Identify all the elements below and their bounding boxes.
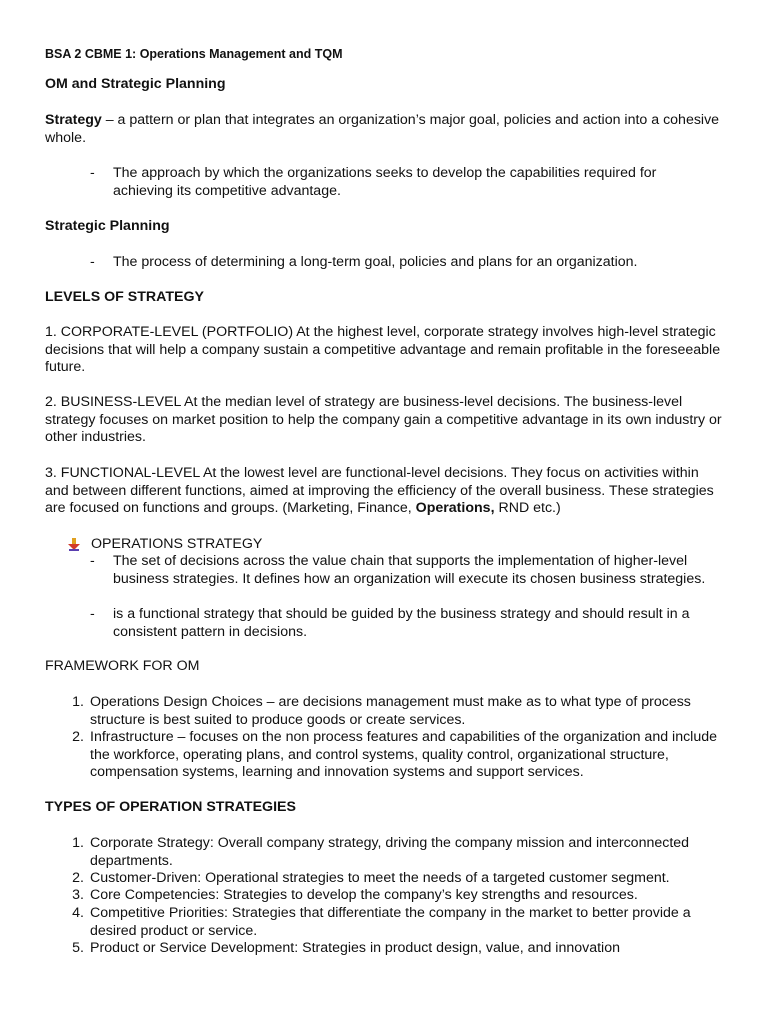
list-item-text: Customer-Driven: Operational strategies to meet the needs of a targeted customer segment. — [90, 870, 670, 886]
functional-level-paragraph — [45, 465, 725, 518]
bullet-text: The set of decisions across the value chain that supports the implementation of higher-level business strategies. It defines how an organization will execute its chosen business strategies. — [113, 553, 706, 587]
strategy-term: Strategy — [45, 112, 102, 128]
bullet-text: The approach by which the organizations seeks to develop the capabilities required for achieving its competitive advantage. — [113, 165, 657, 199]
list-item-text: Corporate Strategy: Overall company strategy, driving the company mission and interconnected departments. — [90, 835, 690, 869]
dash-marker: - — [90, 553, 95, 569]
strategic-planning-heading: Strategic Planning — [45, 218, 170, 234]
dash-marker: - — [90, 254, 95, 270]
corporate-level-paragraph: 1. CORPORATE-LEVEL (PORTFOLIO) At the highest level, corporate strategy involves high-level strategic decisions that will help a company sustain a competitive advantage and remain profitable in the foreseeable future. — [45, 324, 721, 376]
list-item-text: Core Competencies: Strategies to develop the company’s key strengths and resources. — [90, 887, 638, 903]
list-item-text: Operations Design Choices – are decisions management must make as to what type of process structure is best suited to produce goods or create services. — [90, 694, 691, 728]
business-level-paragraph: 2. BUSINESS-LEVEL At the median level of strategy are business-level decisions. The business-level strategy focuses on market position to help the company gain a competitive advantage in its own industry or other industries. — [45, 394, 722, 446]
types-heading: TYPES OF OPERATION STRATEGIES — [45, 799, 296, 815]
functional-text-end: RND etc.) — [494, 500, 561, 517]
list-number: 1. — [72, 694, 84, 710]
functional-text: 3. FUNCTIONAL-LEVEL At the lowest level are functional-level decisions. They focus on activities within and between different functions, aimed at improving the efficiency of the overall business. These strategies are focused on functions and groups. (Marketing, Finance, — [45, 465, 714, 517]
levels-heading: LEVELS OF STRATEGY — [45, 289, 204, 305]
framework-heading: FRAMEWORK FOR OM — [45, 658, 200, 674]
dash-marker: - — [90, 606, 95, 622]
document-title: BSA 2 CBME 1: Operations Management and TQM — [45, 47, 343, 61]
arrow-bullet-icon — [67, 537, 81, 551]
functional-bold-text: Operations, — [415, 500, 495, 517]
strategy-definition — [45, 112, 725, 147]
operations-strategy-heading: OPERATIONS STRATEGY — [91, 536, 263, 552]
strategy-definition-text: – a pattern or plan that integrates an organization’s major goal, policies and action into a cohesive whole. — [45, 112, 720, 146]
list-item-text: Competitive Priorities: Strategies that differentiate the company in the market to better provide a desired product or service. — [90, 905, 691, 939]
dash-marker: - — [90, 165, 95, 181]
list-number: 1. — [72, 835, 84, 851]
list-item-text: Infrastructure – focuses on the non process features and capabilities of the organization and include the workforce, operating plans, and control systems, quality control, organizational structure, compensation systems, learning and innovation systems and support services. — [90, 729, 718, 781]
section-heading-om: OM and Strategic Planning — [45, 76, 226, 92]
bullet-text: is a functional strategy that should be guided by the business strategy and should result in a consistent pattern in decisions. — [113, 606, 690, 640]
bullet-text: The process of determining a long-term goal, policies and plans for an organization. — [113, 254, 638, 270]
list-number: 4. — [72, 905, 84, 921]
list-number: 2. — [72, 870, 84, 886]
list-number: 2. — [72, 729, 84, 745]
list-number: 3. — [72, 887, 84, 903]
list-item-text: Product or Service Development: Strategies in product design, value, and innovation — [90, 940, 620, 956]
list-number: 5. — [72, 940, 84, 956]
